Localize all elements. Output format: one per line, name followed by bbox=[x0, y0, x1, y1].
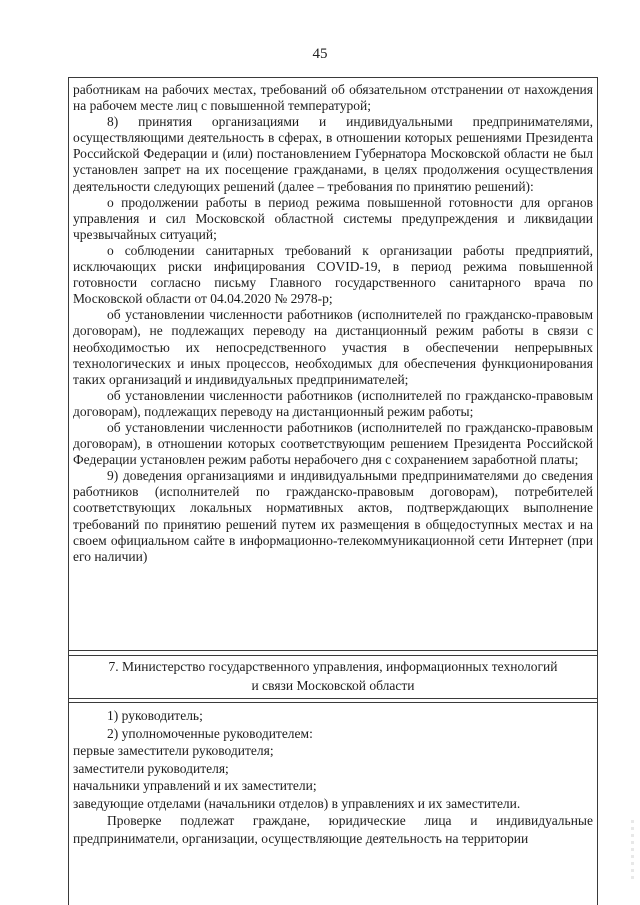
table-cell-section-7-body bbox=[69, 702, 597, 905]
page-number: 45 bbox=[312, 46, 328, 62]
scan-margin-mark bbox=[631, 820, 634, 880]
paragraph: первые заместители руководителя; bbox=[73, 743, 274, 758]
paragraph: работникам на рабочих местах, требований об обязательном отстранении от нахождения на рабочем месте лиц с повышенной температурой; bbox=[73, 82, 593, 114]
paragraph: заведующие отделами (начальники отделов) в управлениях и их заместители. bbox=[73, 795, 521, 811]
document-table bbox=[68, 77, 598, 905]
paragraph: о соблюдении санитарных требований к организации работы предприятий, исключающих риски инфицирования COVID-19, в период режима повышенной готовности согласно письму Главного государственного санитарного врача по Московской области от 04.04.2020 № 2978-р; bbox=[73, 242, 593, 307]
paragraph: об установлении численности работников (исполнителей по гражданско-правовым договорам), подлежащих переводу на дистанционный режим работы; bbox=[73, 387, 593, 419]
paragraph: об установлении численности работников (исполнителей по гражданско-правовым договорам), не подлежащих переводу на дистанционный режим работы в связи с необходимостью их непосредственного участия в обеспечении непрерывных технологических и иных процессов, необходимых для обеспечения функционирования таких организаций и индивидуальных предпринимателей; bbox=[73, 307, 593, 387]
paragraph: заместители руководителя; bbox=[73, 760, 229, 776]
paragraph: Проверке подлежат граждане, юридические лица и индивидуальные предприниматели, организации, осуществляющие деятельность на территории bbox=[73, 813, 593, 846]
section-heading-line: 7. Министерство государственного управления, информационных технологий bbox=[108, 659, 558, 674]
section-heading-line: и связи Московской области bbox=[251, 678, 415, 693]
paragraph: 1) руководитель; bbox=[107, 708, 203, 723]
paragraph: 2) уполномоченные руководителем: bbox=[107, 725, 313, 741]
section-7-heading bbox=[69, 655, 597, 699]
paragraph: 8) принятия организациями и индивидуальными предпринимателями, осуществляющими деятельность в сферах, в отношении которых решениями Президента Российской Федерации и (или) постановлением Губернатора Московской области не был установлен запрет на их посещение гражданами, в целях продолжения осуществления деятельности следующих решений (далее – требования по принятию решений): bbox=[73, 114, 593, 194]
paragraph: о продолжении работы в период режима повышенной готовности для органов управления и сил Московской областной системы предупреждения и ликвидации чрезвычайных ситуаций; bbox=[73, 194, 593, 242]
table-cell-section-6-continuation bbox=[69, 77, 597, 651]
paragraph: об установлении численности работников (исполнителей по гражданско-правовым договорам), в отношении которых соответствующим решением Президента Российской Федерации установлен режим работы нерабочего дня с сохранением заработной платы; bbox=[73, 419, 593, 468]
paragraph: 9) доведения организациями и индивидуальными предпринимателями до сведения работников (исполнителей по гражданско-правовым договорам), потребителей соответствующих локальных нормативных актов, подтверждающих выполнение требований по принятию решений путем их размещения в общедоступных местах и на своем официальном сайте в информационно-телекоммуникационной сети Интернет (при его наличии) bbox=[73, 468, 593, 564]
paragraph: начальники управлений и их заместители; bbox=[73, 778, 317, 793]
